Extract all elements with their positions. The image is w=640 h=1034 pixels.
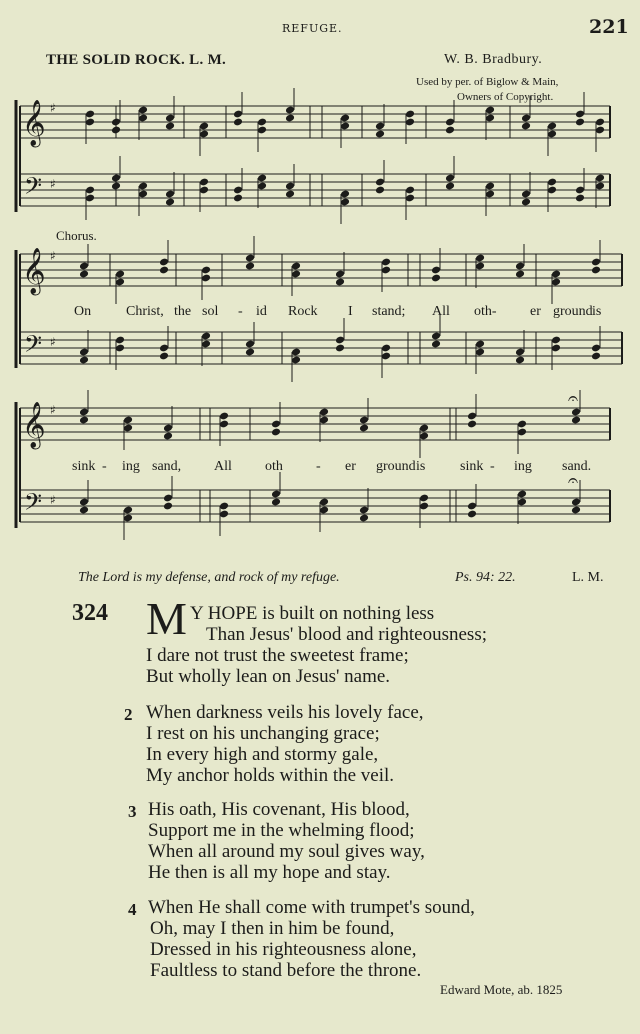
note-head — [467, 420, 477, 429]
lyric-syllable: oth- — [474, 304, 497, 319]
note-head — [359, 424, 369, 433]
note-head — [431, 340, 441, 349]
scripture-reference: Ps. 94: 22. — [455, 570, 516, 585]
lyric-syllable: oth — [265, 459, 283, 474]
note-head — [467, 510, 477, 519]
verse-1-line-1: Y HOPE is built on nothing less — [190, 603, 435, 624]
verse-3-line-4: He then is all my hope and stay. — [148, 862, 391, 883]
note-head — [445, 126, 455, 135]
verse-3-line-1: His oath, His covenant, His blood, — [148, 799, 410, 820]
lyric-syllable: sand. — [562, 459, 592, 474]
section-title: REFUGE. — [282, 22, 343, 35]
note-head — [163, 502, 173, 511]
lyric-syllable: All — [432, 304, 450, 319]
key-signature-sharp: ♯ — [50, 403, 56, 417]
copyright-permission: Used by per. of Biglow & Main, — [416, 76, 559, 88]
verse-1-line-3: I dare not trust the sweetest frame; — [146, 645, 409, 666]
note-head — [359, 514, 369, 523]
treble-clef: 𝄞 — [22, 248, 46, 294]
bass-clef: 𝄢 — [24, 330, 43, 363]
lyric-syllable: er — [345, 459, 356, 474]
verse-2-line-4: My anchor holds within the veil. — [146, 765, 395, 786]
lyric-syllable: stand; — [372, 304, 406, 319]
note-head — [165, 122, 175, 131]
note-head — [445, 182, 455, 191]
verse-3-line-3: When all around my soul gives way, — [148, 841, 425, 862]
key-signature-sharp: ♯ — [50, 493, 56, 507]
fermata: 𝄐 — [568, 470, 579, 491]
verse-4-line-4: Faultless to stand before the throne. — [150, 960, 422, 981]
bass-clef: 𝄢 — [24, 172, 43, 205]
scripture-quote: The Lord is my defense, and rock of my refuge. — [78, 570, 340, 585]
note-head — [335, 278, 345, 287]
lyric-syllable: ground — [376, 459, 416, 474]
meter: L. M. — [572, 570, 604, 585]
note-head — [335, 344, 345, 353]
lyric-syllable: - — [238, 304, 243, 319]
lyric-syllable: sink — [72, 459, 96, 474]
lyric-syllable: On — [74, 304, 92, 319]
note-head — [285, 114, 295, 123]
note-head — [521, 122, 531, 131]
note-head — [285, 190, 295, 199]
note-head — [571, 416, 581, 425]
drop-cap: M — [146, 593, 187, 644]
treble-clef: 𝄞 — [22, 100, 46, 146]
note-head — [515, 356, 525, 365]
note-head — [79, 416, 89, 425]
lyric-syllable: sink — [460, 459, 484, 474]
note-head — [591, 352, 601, 361]
lyric-syllable: the — [174, 304, 192, 319]
verse-4-line-2: Oh, may I then in him be found, — [150, 918, 395, 939]
note-head — [575, 118, 585, 127]
lyric-syllable: sand, — [152, 459, 182, 474]
bass-clef: 𝄢 — [24, 488, 43, 521]
verse-1-line-4: But wholly lean on Jesus' name. — [146, 666, 391, 687]
note-head — [271, 428, 281, 437]
verse-4-line-3: Dressed in his righteousness alone, — [150, 939, 417, 960]
note-head — [375, 130, 385, 139]
note-head — [233, 118, 243, 127]
key-signature-sharp: ♯ — [50, 249, 56, 263]
lyric-syllable: ing — [514, 459, 532, 474]
page-number: 221 — [589, 16, 629, 38]
verse-4-line-1: When He shall come with trumpet's sound, — [148, 897, 475, 918]
lyric-syllable: is — [592, 304, 602, 319]
note-head — [79, 270, 89, 279]
note-head — [165, 198, 175, 207]
key-signature-sharp: ♯ — [50, 177, 56, 191]
copyright-owners: Owners of Copyright. — [457, 91, 554, 103]
lyric-syllable: id — [256, 304, 267, 319]
key-signature-sharp: ♯ — [50, 101, 56, 115]
lyric-syllable: er — [530, 304, 541, 319]
note-head — [515, 270, 525, 279]
key-signature-sharp: ♯ — [50, 335, 56, 349]
tune-name: THE SOLID ROCK. L. M. — [46, 52, 227, 68]
stanza-number: 3 — [128, 802, 137, 821]
stanza-number: 2 — [124, 705, 133, 724]
verse-2-line-3: In every high and stormy gale, — [146, 744, 379, 765]
note-head — [571, 506, 581, 515]
fermata: 𝄐 — [568, 388, 579, 409]
treble-clef: 𝄞 — [22, 402, 46, 448]
note-head — [245, 262, 255, 271]
verse-2-line-2: I rest on his unchanging grace; — [146, 723, 380, 744]
note-head — [79, 356, 89, 365]
lyric-syllable: I — [348, 304, 353, 319]
lyric-syllable: Rock — [288, 304, 318, 319]
note-head — [375, 186, 385, 195]
note-head — [575, 194, 585, 203]
lyric-syllable: - — [316, 459, 321, 474]
note-head — [111, 182, 121, 191]
note-head — [111, 126, 121, 135]
verse-3-line-2: Support me in the whelming flood; — [148, 820, 415, 841]
note-head — [163, 432, 173, 441]
lyric-syllable: - — [490, 459, 495, 474]
note-head — [521, 198, 531, 207]
note-head — [271, 498, 281, 507]
note-head — [591, 266, 601, 275]
verse-1-line-2: Than Jesus' blood and righteousness; — [206, 624, 488, 645]
note-head — [79, 506, 89, 515]
stanza-number: 4 — [128, 900, 137, 919]
chorus-label: Chorus. — [56, 228, 97, 243]
note-head — [233, 194, 243, 203]
note-head — [159, 352, 169, 361]
verse-2-line-1: When darkness veils his lovely face, — [146, 702, 424, 723]
note-head — [431, 274, 441, 283]
composer: W. B. Bradbury. — [444, 52, 543, 67]
lyric-syllable: sol — [202, 304, 219, 319]
hymn-number: 324 — [72, 600, 108, 626]
author-attribution: Edward Mote, ab. 1825 — [440, 982, 563, 997]
lyric-syllable: ground — [553, 304, 593, 319]
note-head — [245, 348, 255, 357]
lyric-syllable: ing — [122, 459, 140, 474]
lyric-syllable: is — [416, 459, 426, 474]
lyric-syllable: - — [102, 459, 107, 474]
lyric-syllable: Christ, — [126, 304, 164, 319]
lyric-syllable: All — [214, 459, 232, 474]
note-head — [159, 266, 169, 275]
